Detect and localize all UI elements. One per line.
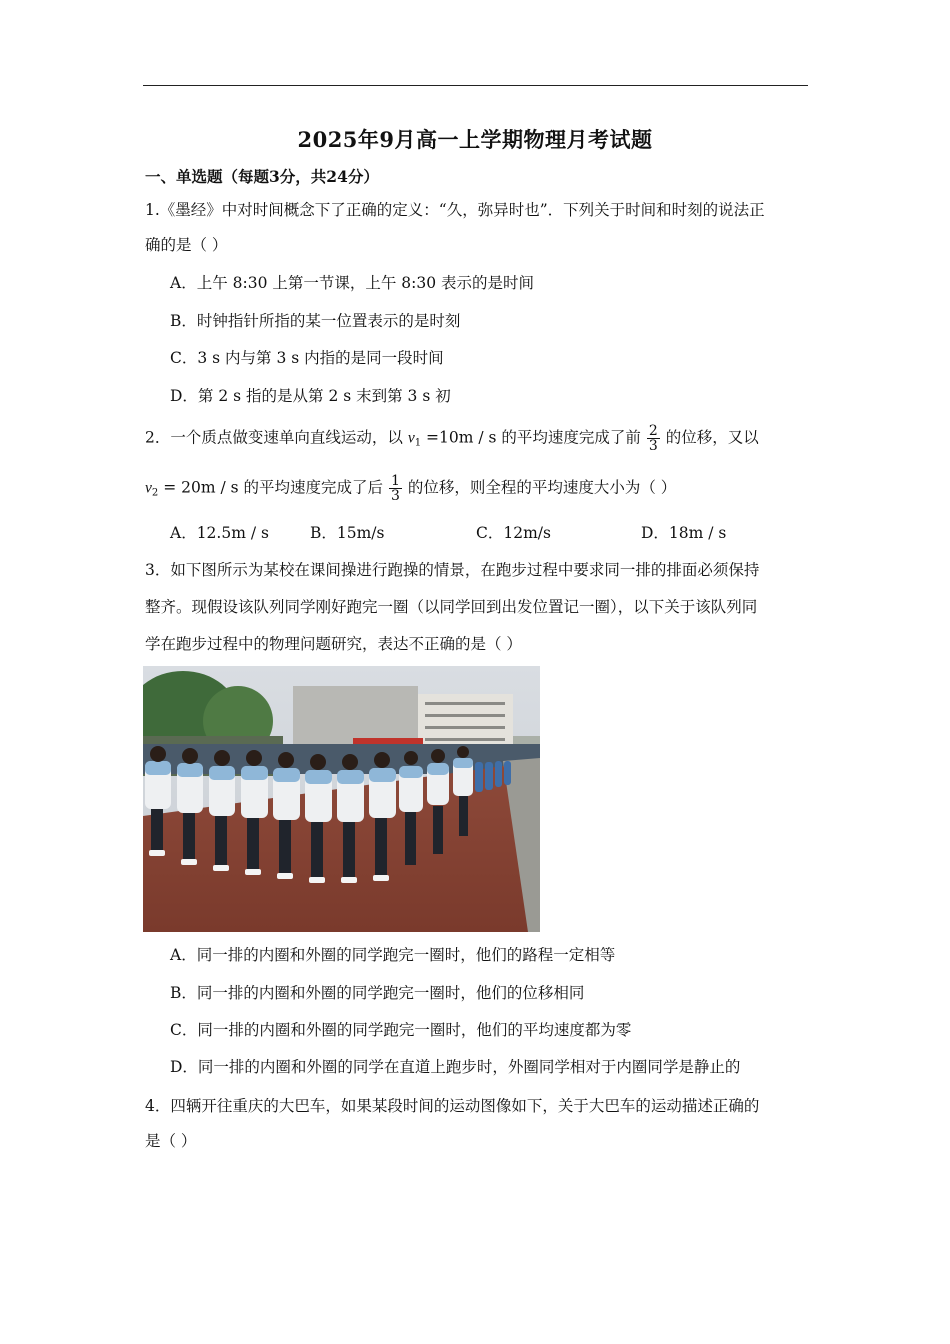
question-4-text: 4．四辆开往重庆的大巴车，如果某段时间的运动图像如下，关于大巴车的运动描述正确的 xyxy=(145,1097,760,1115)
fraction-two-thirds xyxy=(647,424,660,453)
fraction-one-third xyxy=(389,474,402,503)
q2-v2-value: = 20m / s xyxy=(163,478,239,497)
section-heading: 一、单选题（每题3分，共24分） xyxy=(145,167,379,186)
q1-option-b: B．时钟指针所指的某一位置表示的是时刻 xyxy=(170,312,461,330)
q1-option-d: D．第 2 s 指的是从第 2 s 末到第 3 s 初 xyxy=(170,387,451,405)
question-1-text-cont: 确的是（ ） xyxy=(145,236,228,254)
question-1-text: 1.《墨经》中对时间概念下了正确的定义：“久，弥异时也”．下列关于时间和时刻的说法正 xyxy=(145,201,765,219)
q3-option-a: A．同一排的内圈和外圈的同学跑完一圈时，他们的路程一定相等 xyxy=(170,946,616,964)
q1-option-a: A．上午 8:30 上第一节课，上午 8:30 表示的是时间 xyxy=(170,274,535,292)
q2-v2-subscript: 2 xyxy=(151,487,159,499)
fraction-denominator: 3 xyxy=(648,438,658,454)
q2-text-d: 的平均速度完成了后 xyxy=(243,478,384,497)
q2-v1-value: =10m / s xyxy=(426,428,497,447)
header-rule xyxy=(143,85,808,86)
q2-v1-subscript: 1 xyxy=(414,437,422,449)
question-3-text-cont-2: 学在跑步过程中的物理问题研究，表达不正确的是（ ） xyxy=(145,635,522,653)
page-title: 2025年9月高一上学期物理月考试题 xyxy=(297,127,653,152)
q2-text-a: 2．一个质点做变速单向直线运动，以 xyxy=(145,428,403,447)
question-3-text: 3．如下图所示为某校在课间操进行跑操的情景，在跑步过程中要求同一排的排面必须保持 xyxy=(145,561,760,579)
running-exercise-photo xyxy=(143,666,540,932)
q2-option-c: C．12m/s xyxy=(476,524,551,542)
fraction-numerator: 2 xyxy=(648,423,658,439)
q1-option-c: C．3 s 内与第 3 s 内指的是同一段时间 xyxy=(170,349,444,367)
q2-text-b: 的平均速度完成了前 xyxy=(501,428,641,447)
q2-option-b: B．15m/s xyxy=(310,524,385,542)
question-2-text-cont xyxy=(145,474,676,505)
q3-option-b: B．同一排的内圈和外圈的同学跑完一圈时，他们的位移相同 xyxy=(170,984,585,1002)
q2-text-e: 的位移，则全程的平均速度大小为（ ） xyxy=(407,478,677,497)
question-3-text-cont: 整齐。现假设该队列同学刚好跑完一圈（以同学回到出发位置记一圈），以下关于该队列同 xyxy=(145,598,758,616)
fraction-denominator: 3 xyxy=(390,488,400,504)
question-4-text-cont: 是（ ） xyxy=(145,1132,197,1150)
q2-v2-symbol: v xyxy=(145,479,152,497)
q3-option-c: C．同一排的内圈和外圈的同学跑完一圈时，他们的平均速度都为零 xyxy=(170,1021,632,1039)
q2-option-d: D．18m / s xyxy=(641,524,727,542)
fraction-numerator: 1 xyxy=(390,473,400,489)
q2-text-c: 的位移，又以 xyxy=(665,428,759,447)
q3-option-d: D．同一排的内圈和外圈的同学在直道上跑步时，外圈同学相对于内圈同学是静止的 xyxy=(170,1058,741,1076)
q2-v1-symbol: v xyxy=(407,429,415,447)
question-2-text xyxy=(145,424,759,455)
q2-option-a: A．12.5m / s xyxy=(170,524,269,542)
